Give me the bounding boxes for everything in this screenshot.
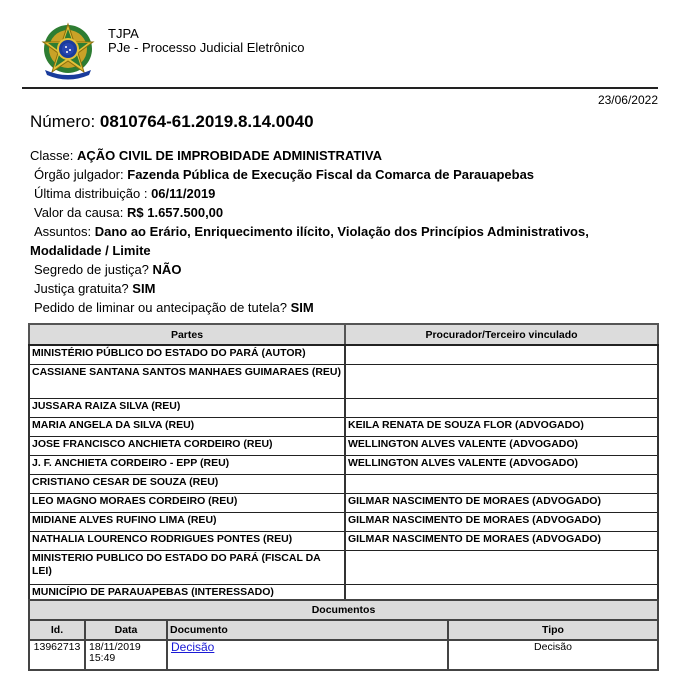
parte-cell: JUSSARA RAIZA SILVA (REU): [29, 399, 345, 418]
segredo-value: NÃO: [152, 262, 182, 277]
assuntos-label: Assuntos:: [34, 224, 92, 239]
orgao-value: Fazenda Pública de Execução Fiscal da Comarca de Parauapebas: [127, 167, 535, 182]
classe-value: AÇÃO CIVIL DE IMPROBIDADE ADMINISTRATIVA: [76, 148, 383, 163]
process-number: [30, 112, 314, 132]
parte-cell: JOSE FRANCISCO ANCHIETA CORDEIRO (REU): [29, 437, 345, 456]
procurador-cell: GILMAR NASCIMENTO DE MORAES (ADVOGADO): [345, 532, 658, 551]
parte-cell: MIDIANE ALVES RUFINO LIMA (REU): [29, 513, 345, 532]
procurador-cell: [345, 365, 658, 399]
procurador-cell: GILMAR NASCIMENTO DE MORAES (ADVOGADO): [345, 513, 658, 532]
procurador-cell: WELLINGTON ALVES VALENTE (ADVOGADO): [345, 456, 658, 475]
procurador-header: Procurador/Terceiro vinculado: [345, 324, 658, 345]
parte-cell: MINISTERIO PUBLICO DO ESTADO DO PARÁ (FISCAL DA LEI): [29, 551, 345, 585]
process-info: [30, 146, 660, 317]
partes-header: Partes: [29, 324, 345, 345]
table-row: [29, 640, 658, 670]
assuntos-line: [30, 222, 660, 241]
documentos-table: [28, 599, 659, 671]
table-row: [29, 551, 658, 585]
gratuita-value: SIM: [132, 281, 156, 296]
parte-cell: MUNICÍPIO DE PARAUAPEBAS (INTERESSADO): [29, 585, 345, 604]
parte-cell: CASSIANE SANTANA SANTOS MANHAES GUIMARAES (REU): [29, 365, 345, 399]
table-row: [29, 345, 658, 365]
table-row: [29, 475, 658, 494]
distribuicao-line: [30, 184, 660, 203]
table-row: [29, 437, 658, 456]
header-divider: [22, 87, 658, 89]
parte-cell: LEO MAGNO MORAES CORDEIRO (REU): [29, 494, 345, 513]
partes-table: [28, 323, 659, 604]
valor-label: Valor da causa:: [34, 205, 124, 220]
assuntos-line-2: [30, 241, 660, 260]
distribuicao-value: 06/11/2019: [151, 186, 216, 201]
document-header: [0, 0, 682, 88]
valor-value: R$ 1.657.500,00: [127, 205, 224, 220]
procurador-cell: [345, 551, 658, 585]
procurador-cell: [345, 345, 658, 365]
tipo-header: Tipo: [448, 620, 658, 640]
data-header: Data: [85, 620, 167, 640]
procurador-cell: GILMAR NASCIMENTO DE MORAES (ADVOGADO): [345, 494, 658, 513]
table-row: [29, 532, 658, 551]
parte-cell: CRISTIANO CESAR DE SOUZA (REU): [29, 475, 345, 494]
procurador-cell: WELLINGTON ALVES VALENTE (ADVOGADO): [345, 437, 658, 456]
id-header: Id.: [29, 620, 85, 640]
org-full: PJe - Processo Judicial Eletrônico: [108, 40, 305, 55]
parte-cell: MINISTÉRIO PÚBLICO DO ESTADO DO PARÁ (AUTOR): [29, 345, 345, 365]
classe-label: Classe:: [30, 148, 74, 163]
table-row: [29, 399, 658, 418]
brazil-coat-of-arms-icon: [37, 20, 99, 82]
segredo-line: [30, 260, 660, 279]
liminar-line: [30, 298, 660, 317]
document-link[interactable]: Decisão: [171, 640, 215, 654]
segredo-label: Segredo de justiça?: [34, 262, 149, 277]
parte-cell: J. F. ANCHIETA CORDEIRO - EPP (REU): [29, 456, 345, 475]
gratuita-line: [30, 279, 660, 298]
table-row: [29, 365, 658, 399]
doc-type-cell: Decisão: [448, 640, 658, 670]
process-number-value: 0810764-61.2019.8.14.0040: [99, 112, 314, 131]
table-row: [29, 513, 658, 532]
valor-line: [30, 203, 660, 222]
documento-header: Documento: [167, 620, 448, 640]
table-row: [29, 456, 658, 475]
parte-cell: NATHALIA LOURENCO RODRIGUES PONTES (REU): [29, 532, 345, 551]
documentos-title: Documentos: [29, 600, 658, 620]
orgao-label: Órgão julgador:: [34, 167, 124, 182]
gratuita-label: Justiça gratuita?: [34, 281, 129, 296]
assuntos-value-2: Modalidade / Limite: [30, 243, 151, 258]
parte-cell: MARIA ANGELA DA SILVA (REU): [29, 418, 345, 437]
liminar-label: Pedido de liminar ou antecipação de tutela?: [34, 300, 287, 315]
table-row: [29, 418, 658, 437]
classe-line: [30, 146, 660, 165]
orgao-line: [30, 165, 660, 184]
org-name: [108, 27, 305, 55]
doc-id-cell: 13962713: [29, 640, 85, 670]
process-number-label: Número:: [30, 112, 96, 131]
procurador-cell: [345, 399, 658, 418]
procurador-cell: KEILA RENATA DE SOUZA FLOR (ADVOGADO): [345, 418, 658, 437]
doc-name-cell: [167, 640, 448, 670]
org-short: TJPA: [108, 26, 139, 41]
table-row: [29, 494, 658, 513]
assuntos-value: Dano ao Erário, Enriquecimento ilícito, Violação dos Princípios Administrativos,: [94, 224, 589, 239]
doc-date-cell: 18/11/2019 15:49: [85, 640, 167, 670]
procurador-cell: [345, 475, 658, 494]
liminar-value: SIM: [290, 300, 314, 315]
document-date: 23/06/2022: [597, 93, 658, 107]
distribuicao-label: Última distribuição :: [34, 186, 148, 201]
